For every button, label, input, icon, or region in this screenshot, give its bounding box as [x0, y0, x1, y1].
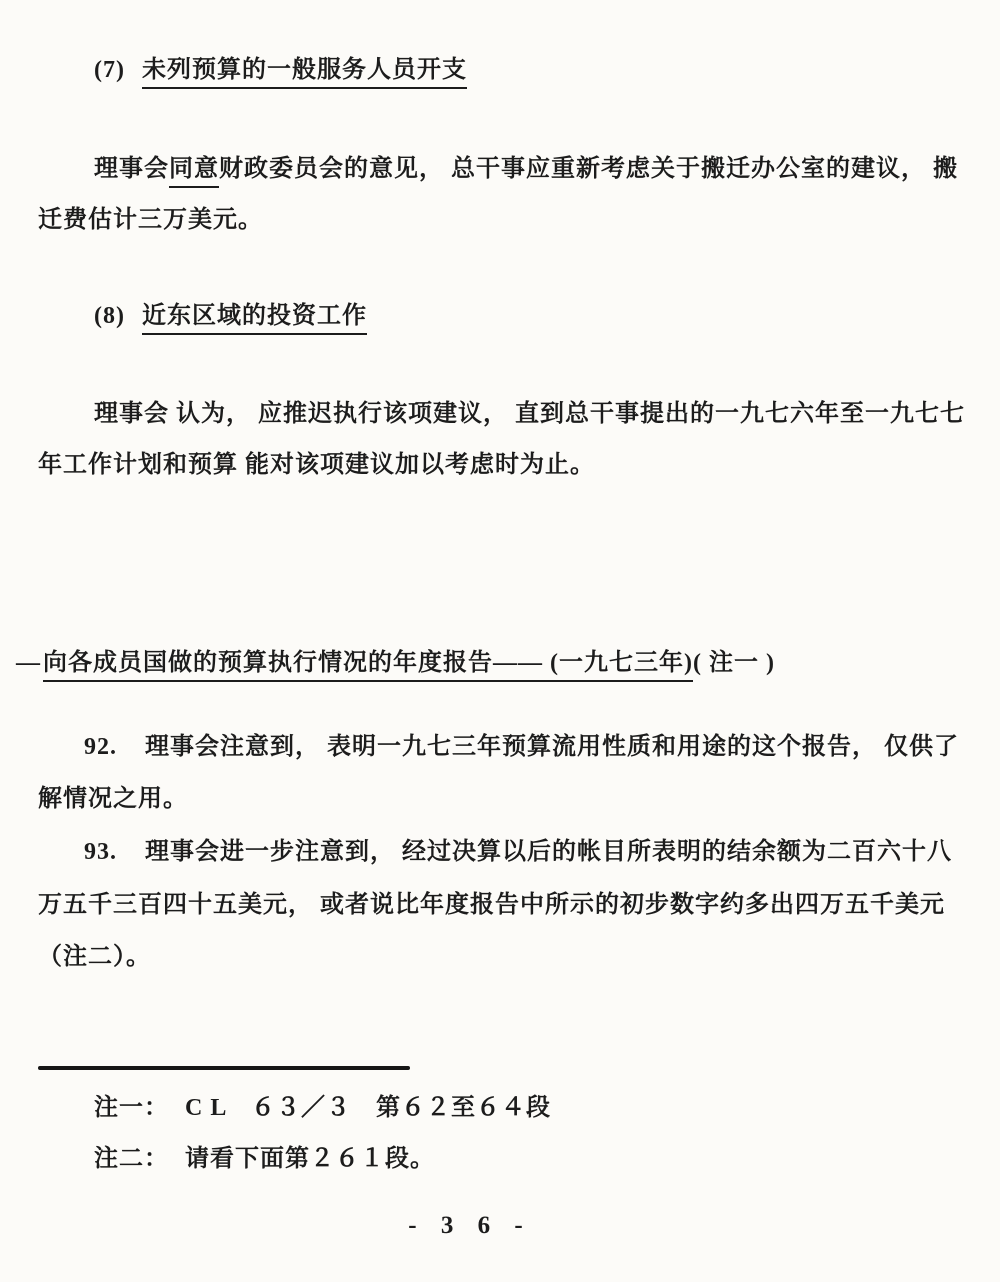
section-8-title: 近东区域的投资工作: [142, 303, 367, 335]
heading-dash: —: [16, 650, 41, 676]
section-7-title: 未列预算的一般服务人员开支: [142, 57, 467, 89]
paragraph-92-line-2: [38, 781, 188, 817]
underlined-word: 同意: [169, 156, 219, 188]
paragraph-92-line-1: [84, 729, 959, 765]
paragraph-93-number: 93.: [84, 839, 117, 865]
paragraph-text: 理事会: [94, 156, 169, 182]
paragraph-text: 理事会进一步注意到， 经过决算以后的帐目所表明的结余额为二百六十八: [145, 839, 952, 865]
section-7-number: (7): [94, 57, 125, 83]
page-number: - 3 6 -: [408, 1212, 532, 1239]
footnote-1: [94, 1090, 551, 1126]
footnote-2: [94, 1141, 435, 1177]
paragraph-text: 理事会注意到， 表明一九七三年预算流用性质和用途的这个报告， 仅供了: [145, 734, 959, 760]
paragraph-text: 年工作计划和预算 能对该项建议加以考虑时为止。: [38, 452, 595, 478]
footnote-divider: [38, 1066, 410, 1070]
section-8-heading: [94, 298, 367, 334]
footnote-1-text: C L ６３／３ 第６２至６４段: [185, 1095, 552, 1121]
note-one-reference: ( 注一 ): [692, 650, 775, 676]
section-8-paragraph-line-1: [94, 396, 965, 432]
footnote-1-label: 注一：: [94, 1095, 169, 1121]
paragraph-text: 解情况之用。: [38, 786, 188, 812]
section-8-number: (8): [94, 303, 125, 329]
paragraph-text: 理事会 认为， 应推迟执行该项建议， 直到总干事提出的一九七六年至一九七七: [94, 401, 965, 427]
section-7-paragraph-line-2: [38, 202, 263, 238]
paragraph-93-line-3: [38, 939, 151, 975]
section-7-heading: [94, 52, 467, 88]
paragraph-text: 财政委员会的意见， 总干事应重新考虑关于搬迁办公室的建议， 搬: [219, 156, 958, 182]
section-7-paragraph-line-1: [94, 151, 958, 187]
footnote-2-label: 注二：: [94, 1146, 169, 1172]
paragraph-93-line-1: [84, 834, 952, 870]
footnote-2-text: 请看下面第２６１段。: [185, 1146, 435, 1172]
report-section-heading: [16, 645, 775, 681]
section-8-paragraph-line-2: [38, 447, 595, 483]
paragraph-text: 万五千三百四十五美元， 或者说比年度报告中所示的初步数字约多出四万五千美元: [38, 892, 945, 918]
paragraph-text: 迁费估计三万美元。: [38, 207, 263, 233]
report-heading-title: 向各成员国做的预算执行情况的年度报告—— (一九七三年): [43, 650, 693, 682]
note-two-reference: （注二）。: [38, 944, 151, 970]
paragraph-93-line-2: [38, 887, 945, 923]
paragraph-92-number: 92.: [84, 734, 117, 760]
